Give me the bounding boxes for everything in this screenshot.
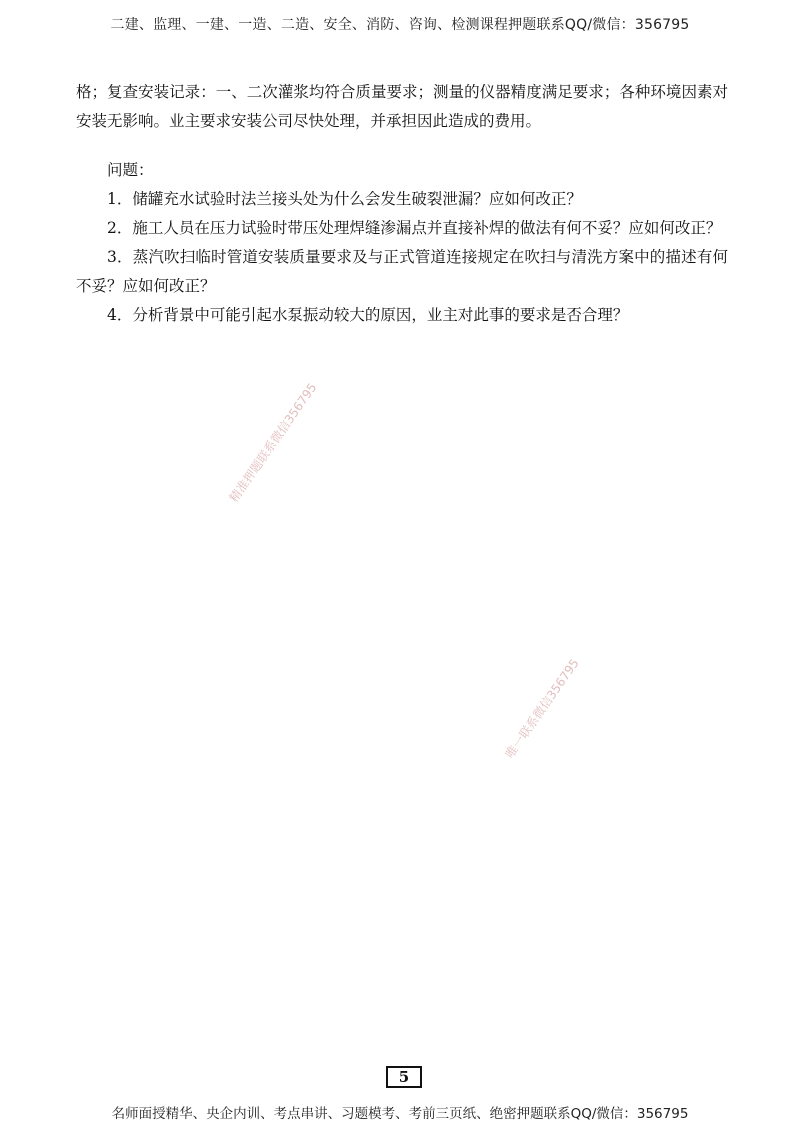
document-body — [76, 78, 728, 330]
page-footer: 名师面授精华、央企内训、考点串讲、习题模考、考前三页纸、绝密押题联系QQ/微信：356795 — [111, 1106, 689, 1122]
question-item-4: 4．分析背景中可能引起水泵振动较大的原因，业主对此事的要求是否合理？ — [107, 306, 629, 324]
watermark-2: 唯一联系微信356795 — [502, 656, 582, 761]
questions-heading: 问题： — [107, 161, 154, 179]
page-header: 二建、监理、一建、一造、二造、安全、消防、咨询、检测课程押题联系QQ/微信：356795 — [110, 17, 690, 33]
question-item-2: 2．施工人员在压力试验时带压处理焊缝渗漏点并直接补焊的做法有何不妥？应如何改正？ — [107, 219, 722, 237]
intro-paragraph: 格；复查安装记录：一、二次灌浆均符合质量要求；测量的仪器精度满足要求；各种环境因素对安装无影响。业主要求安装公司尽快处理，并承担因此造成的费用。 — [76, 83, 728, 130]
question-item-1: 1．储罐充水试验时法兰接头处为什么会发生破裂泄漏？应如何改正？ — [107, 190, 582, 208]
page-number: 5 — [386, 1066, 422, 1088]
watermark-1: 精准押题联系微信356795 — [226, 380, 320, 505]
question-item-3: 3．蒸汽吹扫临时管道安装质量要求及与正式管道连接规定在吹扫与清洗方案中的描述有何不妥？应如何改正？ — [76, 248, 728, 295]
